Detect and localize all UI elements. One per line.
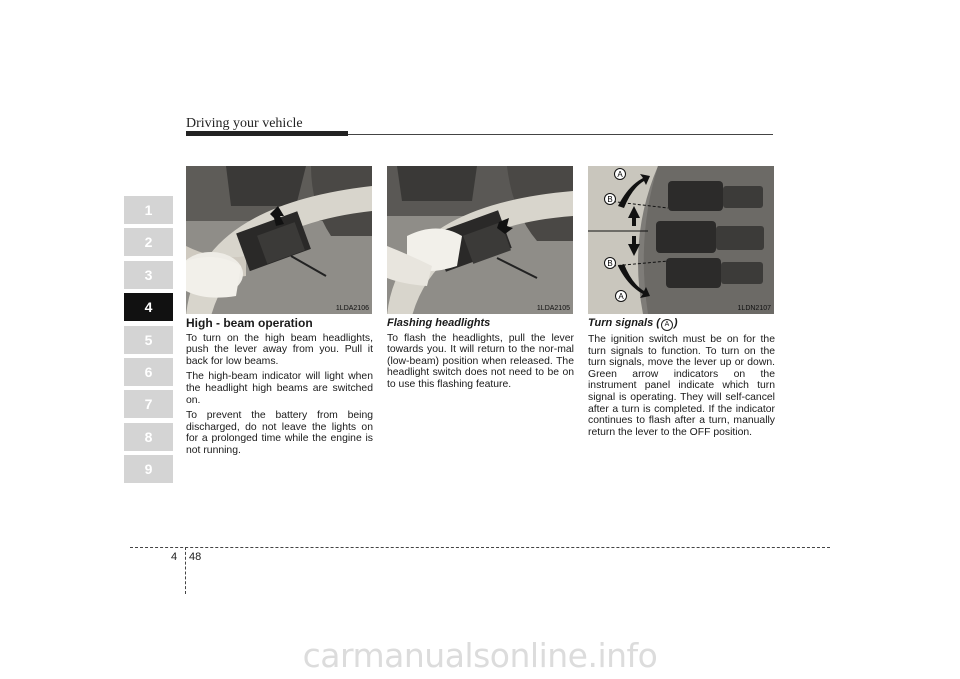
high-beam-paragraph-3: To prevent the battery from being discharged, do not leave the lights on for a prolonged time while the engine is not running. [186, 410, 373, 456]
turn-title-suffix: ) [673, 317, 678, 329]
footer-divider [185, 547, 186, 594]
turn-lever-lower [666, 258, 763, 288]
chapter-tab-6[interactable]: 6 [124, 358, 173, 386]
page-header-title: Driving your vehicle [186, 116, 303, 131]
header-rule [348, 134, 773, 135]
callout-a-top: A [617, 170, 623, 179]
turn-signal-illustration [588, 166, 774, 314]
figure-code-2: 1LDA2105 [536, 305, 570, 312]
high-beam-paragraph-1: To turn on the high beam headlights, push the lever away from you. Pull it back for low beams. [186, 332, 373, 367]
chapter-tab-3[interactable]: 3 [124, 261, 173, 289]
figure-high-beam [186, 166, 372, 314]
section-flashing [387, 318, 574, 395]
chapter-tab-7[interactable]: 7 [124, 390, 173, 418]
chapter-tab-1[interactable]: 1 [124, 196, 173, 224]
chapter-tab-8[interactable]: 8 [124, 423, 173, 451]
chapter-tab-4[interactable]: 4 [124, 293, 173, 321]
section-title-high-beam: High - beam operation [186, 316, 313, 330]
section-title-turn-signals [588, 318, 775, 331]
turn-title-prefix: Turn signals ( [588, 317, 660, 329]
figure-turn-signals [588, 166, 774, 314]
callout-a-bottom: A [618, 292, 624, 301]
footer-rule [130, 547, 830, 548]
footer-chapter-number: 4 [171, 551, 178, 563]
figure-code-1: 1LDA2106 [335, 305, 369, 312]
turn-title-marker: A [661, 319, 673, 331]
section-title-flashing: Flashing headlights [387, 317, 491, 329]
figure-code-3: 1LDN2107 [737, 305, 771, 312]
header-bar [186, 131, 348, 136]
turn-signals-paragraph-1: The ignition switch must be on for the turn signals to function. To turn on the turn signals, move the lever up or down. Green arrow indicators on the instrument panel indicate which turn signal is operating. They will self-cancel after a turn is completed. If the indicator continues to flash after a turn, manually return the lever to the OFF position. [588, 334, 775, 438]
high-beam-paragraph-2: The high-beam indicator will light when the headlight high beams are switched on. [186, 371, 373, 406]
high-beam-illustration [186, 166, 372, 314]
section-high-beam [186, 318, 373, 461]
watermark: carmanualsonline.info [302, 636, 658, 675]
callout-b-top: B [607, 195, 613, 204]
chapter-tab-9[interactable]: 9 [124, 455, 173, 483]
flashing-paragraph-1: To flash the headlights, pull the lever towards you. It will return to the nor-mal (low-beam) position when released. The headlight switch does not need to be on to use this flashing feature. [387, 332, 574, 390]
chapter-tab-2[interactable]: 2 [124, 228, 173, 256]
figure-flash [387, 166, 573, 314]
section-turn-signals [588, 318, 775, 442]
callout-b-bottom: B [607, 259, 613, 268]
chapter-tabs [124, 196, 173, 488]
flash-illustration [387, 166, 573, 314]
footer-page-number: 48 [189, 551, 202, 563]
chapter-tab-5[interactable]: 5 [124, 326, 173, 354]
